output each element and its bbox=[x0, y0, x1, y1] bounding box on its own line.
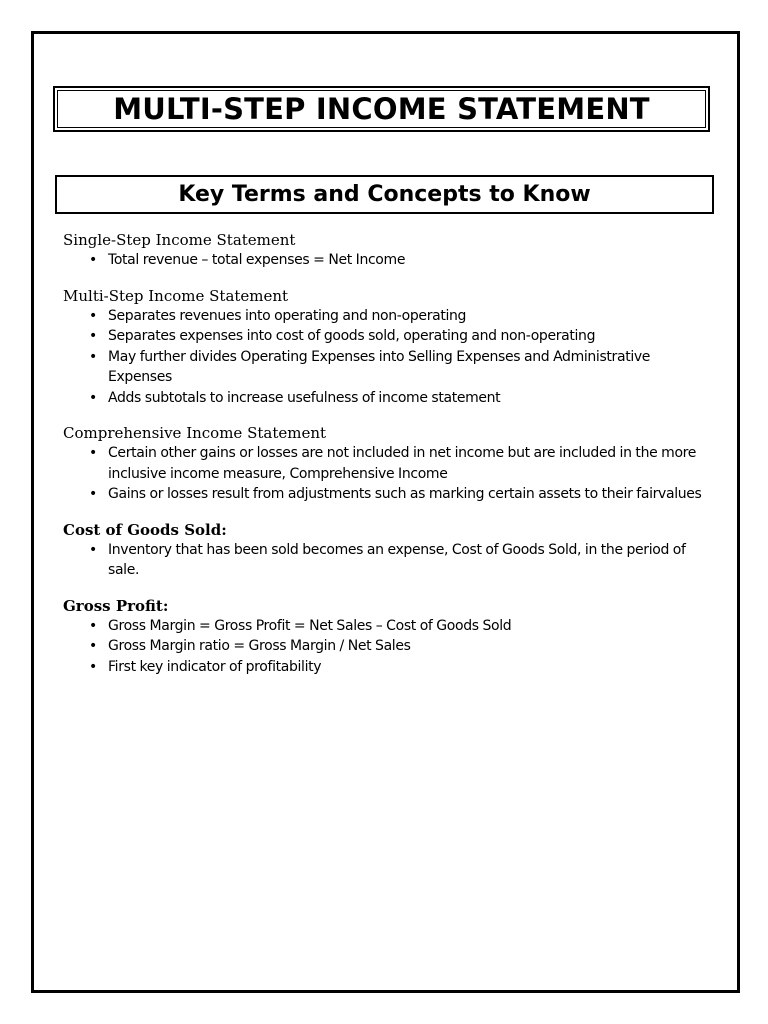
list-item-text: First key indicator of profitability bbox=[108, 658, 322, 675]
list-item bbox=[89, 306, 703, 327]
section-comprehensive bbox=[63, 423, 703, 505]
bullet-icon: • bbox=[89, 617, 97, 634]
title-box bbox=[53, 86, 710, 132]
section-heading: Comprehensive Income Statement bbox=[63, 424, 327, 442]
bullet-list bbox=[63, 250, 703, 271]
list-item bbox=[89, 347, 703, 388]
bullet-icon: • bbox=[89, 252, 97, 268]
bullet-icon: • bbox=[89, 348, 97, 365]
bullet-icon: • bbox=[89, 445, 97, 461]
bullet-list bbox=[63, 616, 703, 678]
list-item-text: Gross Margin ratio = Gross Margin / Net Sales bbox=[108, 638, 411, 654]
subtitle-box bbox=[55, 175, 714, 214]
list-item-text: Separates revenues into operating and non-operating bbox=[108, 307, 467, 324]
list-item bbox=[89, 616, 703, 637]
section-single-step bbox=[63, 230, 703, 271]
list-item-text: May further divides Operating Expenses into Selling Expenses and Administrative Expenses bbox=[108, 348, 651, 385]
page-title: MULTI-STEP INCOME STATEMENT bbox=[113, 92, 650, 126]
section-multi-step bbox=[63, 286, 703, 409]
list-item bbox=[89, 388, 703, 409]
list-item bbox=[89, 484, 703, 505]
bullet-icon: • bbox=[89, 486, 97, 502]
list-item-text: Total revenue – total expenses = Net Income bbox=[108, 252, 406, 268]
list-item-text: Gains or losses result from adjustments such as marking certain assets to their fairvalues bbox=[108, 486, 702, 502]
section-heading: Gross Profit: bbox=[63, 596, 169, 615]
section-gross-profit bbox=[63, 596, 703, 678]
list-item bbox=[89, 657, 703, 678]
section-heading: Cost of Goods Sold: bbox=[63, 520, 227, 539]
section-cogs bbox=[63, 520, 703, 581]
list-item bbox=[89, 443, 703, 484]
list-item-text: Gross Margin = Gross Profit = Net Sales – Cost of Goods Sold bbox=[108, 617, 512, 634]
list-item-text: Separates expenses into cost of goods sold, operating and non-operating bbox=[108, 328, 596, 344]
bullet-icon: • bbox=[89, 658, 97, 675]
bullet-list bbox=[63, 306, 703, 409]
section-heading: Multi-Step Income Statement bbox=[63, 286, 289, 305]
list-item-text: Adds subtotals to increase usefulness of income statement bbox=[108, 389, 501, 406]
bullet-icon: • bbox=[89, 389, 97, 406]
page-subtitle: Key Terms and Concepts to Know bbox=[178, 182, 591, 207]
bullet-list bbox=[63, 443, 703, 505]
list-item bbox=[89, 540, 703, 581]
bullet-icon: • bbox=[89, 307, 97, 324]
bullet-icon: • bbox=[89, 638, 97, 654]
title-inner-border bbox=[57, 90, 706, 128]
list-item bbox=[89, 326, 703, 347]
list-item bbox=[89, 636, 703, 657]
section-heading: Single-Step Income Statement bbox=[63, 231, 296, 249]
content-area bbox=[63, 230, 703, 692]
list-item bbox=[89, 250, 703, 271]
bullet-icon: • bbox=[89, 541, 97, 558]
bullet-icon: • bbox=[89, 328, 97, 344]
list-item-text: Inventory that has been sold becomes an expense, Cost of Goods Sold, in the period of sale. bbox=[108, 541, 686, 578]
list-item-text: Certain other gains or losses are not included in net income but are included in the more inclusive income measure, Comprehensive Income bbox=[108, 445, 697, 482]
bullet-list bbox=[63, 540, 703, 581]
